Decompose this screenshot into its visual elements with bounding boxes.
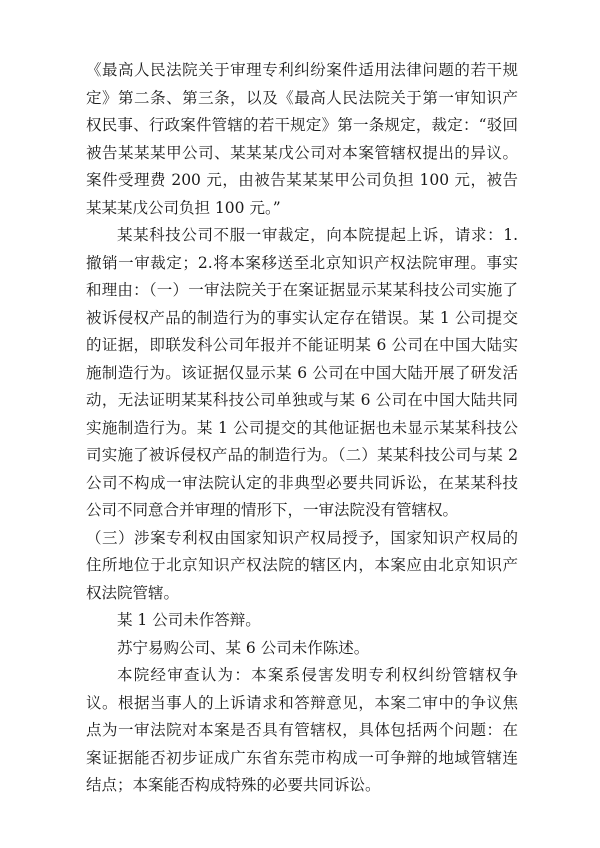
paragraph-no-statement: 苏宁易购公司、某 6 公司未作陈述。 xyxy=(117,638,370,657)
paragraph-appeal-request: 某某科技公司不服一审裁定，向本院提起上诉，请求：1.撤销一审裁定；2.将本案移送至北京知识产权法院审理。事实和理由：（一）一审法院关于在案证据显示某某科技公司实施了被诉侵权产品的制造行为的事实认定存在错误。某 1 公司提交的证据，即联发科公司年报并不能证明某 6 公司在中国大陆实施制造行为。该证据仅显示某 6 公司在中国大陆开展了研发活动，无法证明某某科技公司单独或与某 6 公司在中国大陆共同实施制造行为。某 1 公司提交的其他证据也未显示某某科技公司实施了被诉侵权产品的制造行为。（二）某某科技公司与某 2 公司不构成一审法院认定的非典型必要共同诉讼，在某某科技公司不同意合并审理的情形下，一审法院没有管辖权。 xyxy=(86,226,518,519)
paragraph-appeal-reason-three: （三）涉案专利权由国家知识产权局授予，国家知识产权局的住所地位于北京知识产权法院的辖区内，本案应由北京知识产权法院管辖。 xyxy=(86,528,518,602)
paragraph-cited-provisions: 《最高人民法院关于审理专利纠纷案件适用法律问题的若干规定》第二条、第三条，以及《最高人民法院关于第一审知识产权民事、行政案件管辖的若干规定》第一条规定，裁定：“驳回被告某某某甲公司、某某某戊公司对本案管辖权提出的异议。案件受理费 200 元，由被告某某某甲公司负担 100 元，被告某某某戊公司负担 100 元。” xyxy=(86,61,518,217)
paragraph-no-defense: 某 1 公司未作答辩。 xyxy=(117,611,261,629)
document-body xyxy=(86,57,518,800)
paragraph-court-opinion: 本院经审查认为：本案系侵害发明专利权纠纷管辖权争议。根据当事人的上诉请求和答辩意见，本案二审中的争议焦点为一审法院对本案是否具有管辖权，具体包括两个问题：在案证据能否初步证成广东省东莞市构成一可争辩的地域管辖连结点；本案能否构成特殊的必要共同诉讼。 xyxy=(86,666,518,794)
